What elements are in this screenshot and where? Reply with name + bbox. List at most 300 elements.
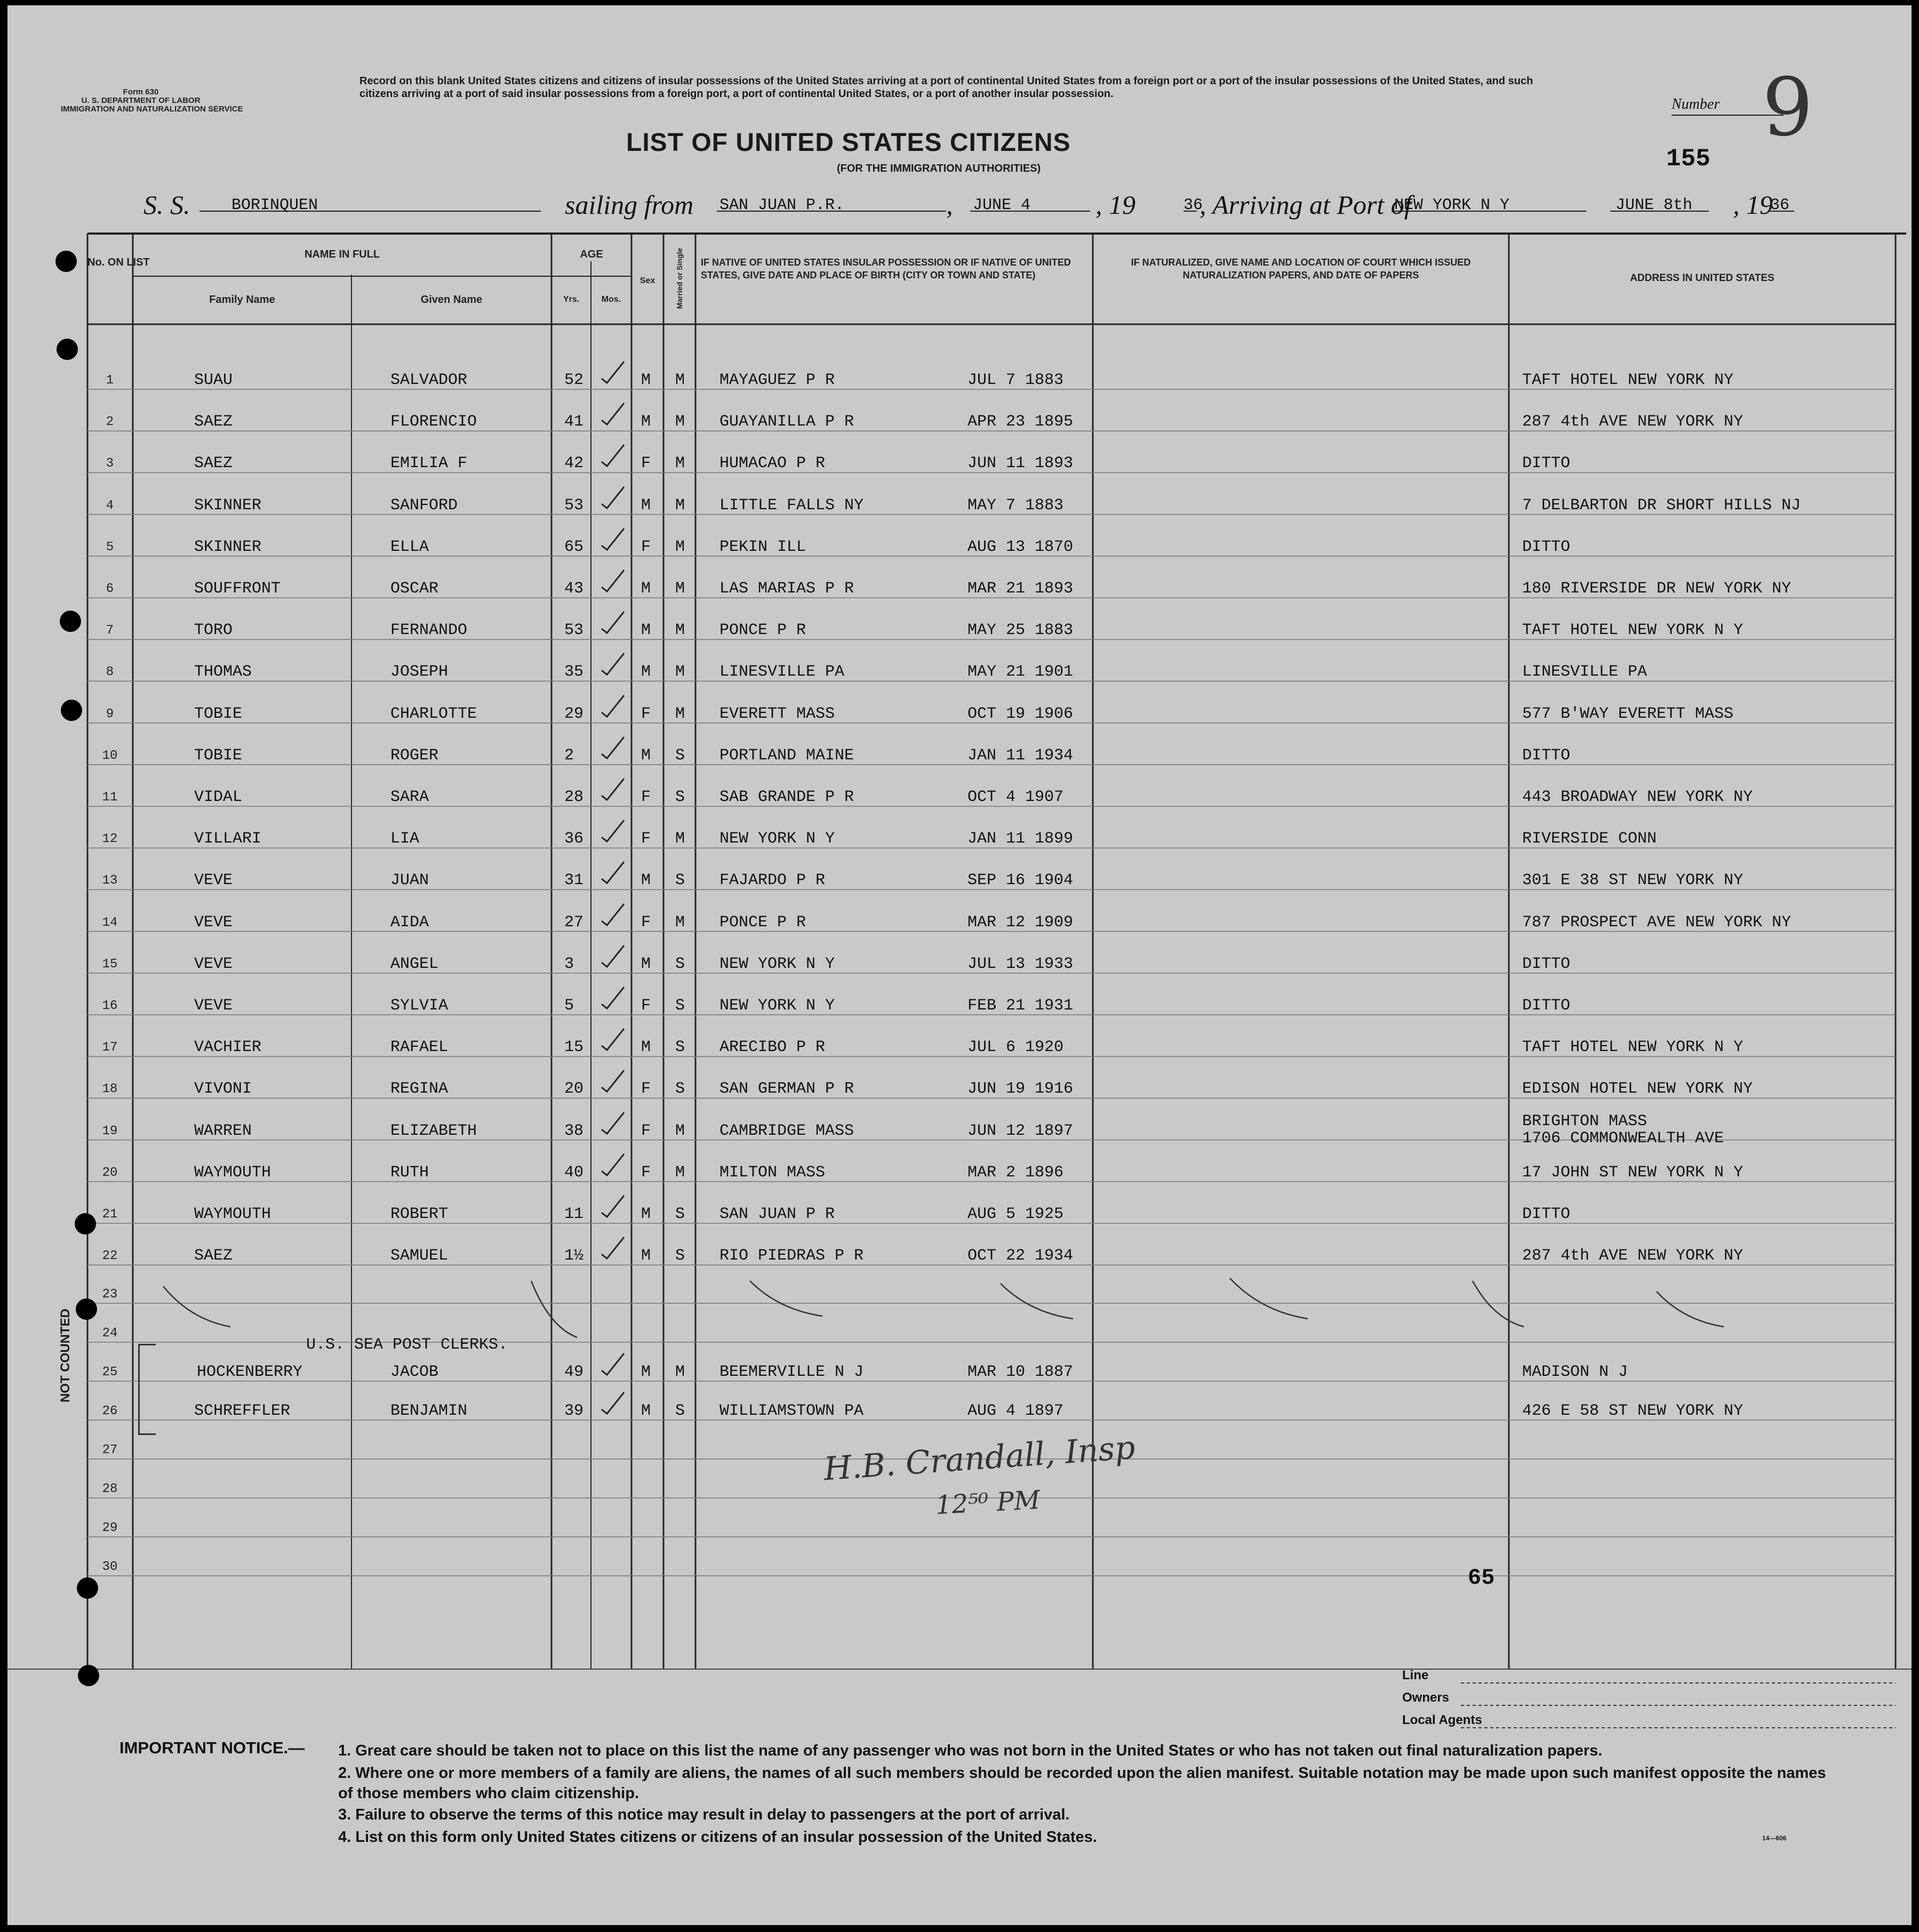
marital-status: S	[675, 871, 685, 890]
family-name: SKINNER	[194, 496, 262, 515]
age-years: 53	[564, 621, 584, 640]
col-no-header: No. ON LIST	[87, 256, 150, 268]
page-count: 155	[1666, 145, 1710, 173]
age-years: 27	[564, 913, 584, 932]
row-number: 27	[102, 1443, 118, 1457]
col-yrs-header: Yrs.	[563, 295, 580, 304]
sex: M	[641, 955, 651, 973]
birth-date: MAR 2 1896	[968, 1163, 1064, 1182]
marital-status: S	[675, 1402, 685, 1420]
family-name: HOCKENBERRY	[197, 1363, 303, 1381]
birth-place: NEW YORK N Y	[719, 830, 835, 848]
year-prefix: , 19	[1733, 190, 1773, 220]
comma: ,	[946, 190, 953, 220]
table-row	[7, 454, 1912, 476]
check-mark-icon	[599, 568, 626, 595]
row-number: 18	[102, 1082, 118, 1097]
row-number: 20	[102, 1165, 118, 1180]
table-row	[7, 1324, 1912, 1345]
row-number: 4	[106, 498, 114, 513]
form-id: Form 630 U. S. DEPARTMENT OF LABOR IMMIGRATION AND NATURALIZATION SERVICE	[61, 87, 243, 114]
table-row	[7, 1558, 1912, 1579]
arrival-date: JUNE 8th	[1616, 196, 1693, 214]
family-name: SKINNER	[194, 538, 262, 556]
notice-item: 4. List on this form only United States citizens or citizens of an insular possession of the United States.	[338, 1829, 1097, 1846]
address: DITTO	[1522, 746, 1571, 765]
check-mark-icon	[599, 1152, 626, 1179]
marital-status: M	[675, 580, 685, 598]
given-name: SAMUEL	[390, 1247, 449, 1265]
sex: M	[641, 621, 651, 640]
address: DITTO	[1522, 1205, 1571, 1223]
marital-status: S	[675, 788, 685, 806]
col-given-header: Given Name	[420, 294, 483, 306]
check-mark-icon	[599, 693, 626, 720]
birth-date: JUL 7 1883	[968, 371, 1064, 389]
table-row	[7, 955, 1912, 976]
age-years: 42	[564, 454, 584, 473]
check-mark-icon	[599, 1110, 626, 1137]
family-name: TOBIE	[194, 704, 243, 723]
sea-post-label: U.S. SEA POST CLERKS.	[306, 1336, 508, 1354]
row-number: 9	[106, 707, 114, 722]
address: 443 BROADWAY NEW YORK NY	[1522, 788, 1753, 806]
birth-date: SEP 16 1904	[968, 871, 1074, 890]
arrival-port: NEW YORK N Y	[1394, 196, 1510, 214]
birth-place: SAN GERMAN P R	[719, 1080, 854, 1099]
row-number: 1	[106, 373, 114, 388]
table-row	[7, 747, 1912, 768]
family-name: VIDAL	[194, 788, 243, 806]
address: TAFT HOTEL NEW YORK N Y	[1522, 621, 1744, 640]
table-row	[7, 1363, 1912, 1384]
marital-status: M	[675, 704, 685, 723]
agents-label: Local Agents	[1402, 1713, 1482, 1727]
birth-date: JUN 12 1897	[968, 1121, 1074, 1140]
address: TAFT HOTEL NEW YORK N Y	[1522, 1038, 1744, 1057]
birth-place: NEW YORK N Y	[719, 955, 835, 973]
birth-date: MAY 21 1901	[968, 663, 1074, 682]
address: DITTO	[1522, 997, 1571, 1015]
birth-date: OCT 4 1907	[968, 788, 1064, 806]
given-name: SANFORD	[390, 496, 458, 515]
table-row	[7, 496, 1912, 518]
sex: M	[641, 1402, 651, 1420]
table-row	[7, 663, 1912, 684]
marital-status: M	[675, 663, 685, 682]
col-family-header: Family Name	[209, 294, 275, 306]
check-mark-icon	[599, 651, 626, 678]
birth-place: LITTLE FALLS NY	[719, 496, 864, 515]
birth-place: GUAYANILLA P R	[719, 413, 854, 431]
family-name: VEVE	[194, 997, 233, 1015]
sex: M	[641, 1038, 651, 1057]
page-title: LIST OF UNITED STATES CITIZENS	[626, 129, 1071, 157]
arrival-year: 36	[1770, 196, 1790, 214]
sex: F	[641, 913, 651, 932]
age-years: 35	[564, 663, 584, 682]
given-name: SYLVIA	[390, 997, 449, 1015]
page-subtitle: (FOR THE IMMIGRATION AUTHORITIES)	[837, 163, 1041, 174]
age-years: 3	[564, 955, 574, 973]
family-name: VACHIER	[194, 1038, 262, 1057]
row-number: 16	[102, 999, 118, 1013]
address: DITTO	[1522, 454, 1571, 473]
table-row	[7, 788, 1912, 809]
row-number: 11	[102, 790, 118, 805]
birth-place: PONCE P R	[719, 621, 806, 640]
given-name: JUAN	[390, 871, 429, 890]
notice-item: 3. Failure to observe the terms of this notice may result in delay to passengers at the port of arrival.	[338, 1806, 1070, 1823]
row-number: 2	[106, 415, 114, 430]
address: 180 RIVERSIDE DR NEW YORK NY	[1522, 580, 1792, 598]
row-number: 26	[102, 1404, 118, 1418]
given-name: SALVADOR	[390, 371, 468, 389]
age-years: 53	[564, 496, 584, 515]
notice-heading: IMPORTANT NOTICE.—	[119, 1738, 305, 1757]
sex: M	[641, 663, 651, 682]
birth-date: JAN 11 1934	[968, 746, 1074, 765]
marital-status: S	[675, 997, 685, 1015]
birth-date: JUN 11 1893	[968, 454, 1074, 473]
table-row	[7, 580, 1912, 601]
birth-place: RIO PIEDRAS P R	[719, 1247, 864, 1265]
marital-status: M	[675, 1363, 685, 1381]
address: DITTO	[1522, 955, 1571, 973]
sex: F	[641, 997, 651, 1015]
birth-place: PONCE P R	[719, 913, 806, 932]
marital-status: M	[675, 454, 685, 473]
arriving-label: , Arriving at Port of	[1200, 190, 1412, 220]
birth-place: FAJARDO P R	[719, 871, 826, 890]
punch-hole	[55, 251, 77, 272]
table-row	[7, 413, 1912, 434]
sex: F	[641, 454, 651, 473]
given-name: SARA	[390, 788, 429, 806]
not-counted-note: NOT COUNTED	[58, 1309, 73, 1402]
birth-place: SAB GRANDE P R	[719, 788, 854, 806]
age-years: 1½	[564, 1247, 584, 1265]
sex: F	[641, 1163, 651, 1182]
address: TAFT HOTEL NEW YORK NY	[1522, 371, 1734, 389]
address: 787 PROSPECT AVE NEW YORK NY	[1522, 913, 1792, 932]
family-name: WAYMOUTH	[194, 1163, 271, 1182]
birth-date: MAR 21 1893	[968, 580, 1074, 598]
sex: M	[641, 1247, 651, 1265]
line-label: Line	[1402, 1668, 1429, 1682]
check-mark-icon	[599, 1390, 626, 1417]
table-row	[7, 913, 1912, 935]
family-name: SOUFFRONT	[194, 580, 281, 598]
col-mos-header: Mos.	[601, 295, 621, 304]
row-number: 14	[102, 915, 118, 930]
given-name: LIA	[390, 830, 420, 848]
manifest-sheet	[7, 5, 1912, 1925]
age-years: 41	[564, 413, 584, 431]
table-row	[7, 1080, 1912, 1101]
departure-date: JUNE 4	[973, 196, 1031, 214]
row-number: 13	[102, 873, 118, 888]
family-name: THOMAS	[194, 663, 252, 682]
check-mark-icon	[599, 860, 626, 886]
birth-date: FEB 21 1931	[968, 997, 1074, 1015]
sheet-number: 9	[1762, 61, 1813, 154]
col-naturalized-header: IF NATURALIZED, GIVE NAME AND LOCATION OF COURT WHICH ISSUED NATURALIZATION PAPERS, AND DATE OF PAPERS	[1131, 257, 1471, 280]
table-row	[7, 1112, 1912, 1148]
row-number: 3	[106, 456, 114, 471]
sex: M	[641, 580, 651, 598]
address: 287 4th AVE NEW YORK NY	[1522, 1247, 1744, 1265]
punch-hole	[57, 339, 78, 360]
sex: M	[641, 413, 651, 431]
table-row	[7, 538, 1912, 559]
given-name: EMILIA F	[390, 454, 468, 473]
marital-status: S	[675, 1038, 685, 1057]
strike-through-icon	[1000, 1282, 1074, 1320]
row-number: 19	[102, 1124, 118, 1139]
sex: F	[641, 830, 651, 848]
ship-name: BORINQUEN	[231, 196, 318, 214]
strike-through-icon	[162, 1285, 231, 1328]
table-row	[7, 1285, 1912, 1306]
address: 301 E 38 ST NEW YORK NY	[1522, 871, 1744, 890]
given-name: REGINA	[390, 1080, 449, 1099]
row-number: 28	[102, 1482, 118, 1496]
family-name: VEVE	[194, 871, 233, 890]
sex: F	[641, 788, 651, 806]
table-row	[7, 1205, 1912, 1226]
row-number: 25	[102, 1365, 118, 1380]
birth-date: AUG 5 1925	[968, 1205, 1064, 1223]
age-years: 36	[564, 830, 584, 848]
col-name-header: NAME IN FULL	[304, 248, 380, 260]
check-mark-icon	[599, 902, 626, 928]
age-years: 5	[564, 997, 574, 1015]
age-years: 15	[564, 1038, 584, 1057]
year-prefix: , 19	[1096, 190, 1136, 220]
check-mark-icon	[599, 735, 626, 761]
address: 577 B'WAY EVERETT MASS	[1522, 704, 1734, 723]
family-name: VILLARI	[194, 830, 262, 848]
given-name: FLORENCIO	[390, 413, 477, 431]
birth-date: AUG 13 1870	[968, 538, 1074, 556]
birth-date: JAN 11 1899	[968, 830, 1074, 848]
col-age-header: AGE	[580, 248, 603, 260]
family-name: SAEZ	[194, 1247, 233, 1265]
birth-place: CAMBRIDGE MASS	[719, 1121, 854, 1140]
birth-place: WILLIAMSTOWN PA	[719, 1402, 864, 1420]
age-years: 39	[564, 1402, 584, 1420]
sex: M	[641, 496, 651, 515]
given-name: ROBERT	[390, 1205, 449, 1223]
birth-place: NEW YORK N Y	[719, 997, 835, 1015]
given-name: JOSEPH	[390, 663, 449, 682]
address: 426 E 58 ST NEW YORK NY	[1522, 1402, 1744, 1420]
address: 7 DELBARTON DR SHORT HILLS NJ	[1522, 496, 1801, 515]
birth-date: AUG 4 1897	[968, 1402, 1064, 1420]
signature-time: 12⁵⁰ PM	[934, 1485, 1041, 1521]
departure-port: SAN JUAN P.R.	[719, 196, 845, 214]
family-name: WAYMOUTH	[194, 1205, 271, 1223]
birth-date: JUL 6 1920	[968, 1038, 1064, 1057]
table-row	[7, 1164, 1912, 1185]
marital-status: M	[675, 371, 685, 389]
birth-date: MAR 12 1909	[968, 913, 1074, 932]
row-number: 22	[102, 1249, 118, 1264]
address: MADISON N J	[1522, 1363, 1628, 1381]
row-number: 12	[102, 832, 118, 847]
family-name: VIVONI	[194, 1080, 252, 1099]
strike-through-icon	[1229, 1277, 1309, 1320]
check-mark-icon	[599, 1351, 626, 1378]
table-row	[7, 1402, 1912, 1423]
age-years: 31	[564, 871, 584, 890]
birth-place: MAYAGUEZ P R	[719, 371, 835, 389]
check-mark-icon	[599, 1068, 626, 1095]
age-years: 49	[564, 1363, 584, 1381]
birth-date: MAY 25 1883	[968, 621, 1074, 640]
number-label: Number	[1672, 96, 1720, 113]
address: 17 JOHN ST NEW YORK N Y	[1522, 1163, 1744, 1182]
check-mark-icon	[599, 818, 626, 845]
check-mark-icon	[599, 401, 626, 428]
birth-date: OCT 22 1934	[968, 1247, 1074, 1265]
family-name: SCHREFFLER	[194, 1402, 291, 1420]
marital-status: M	[675, 621, 685, 640]
marital-status: M	[675, 913, 685, 932]
family-name: SAEZ	[194, 454, 233, 473]
bracket-mark	[138, 1344, 156, 1435]
marital-status: S	[675, 955, 685, 973]
marital-status: S	[675, 1205, 685, 1223]
given-name: FERNANDO	[390, 621, 468, 640]
ss-label: S. S.	[143, 190, 190, 220]
row-number: 21	[102, 1207, 118, 1222]
check-mark-icon	[599, 1235, 626, 1262]
check-mark-icon	[599, 1027, 626, 1053]
birth-place: PEKIN ILL	[719, 538, 806, 556]
sex: M	[641, 1205, 651, 1223]
marital-status: S	[675, 1080, 685, 1099]
table-row	[7, 1038, 1912, 1060]
sex: M	[641, 746, 651, 765]
birth-date: JUL 13 1933	[968, 955, 1074, 973]
row-number: 5	[106, 540, 114, 555]
family-name: SUAU	[194, 371, 233, 389]
birth-place: MILTON MASS	[719, 1163, 826, 1182]
address: BRIGHTON MASS	[1522, 1112, 1648, 1131]
record-instruction: Record on this blank United States citizens and citizens of insular possessions of the United States arriving at a port of continental United States from a foreign port or a port of the insular possessions of the United States, and such citizens arriving at a port of said insular possessions from a foreign port, a port of continental United States, or a port of another insular possession.	[359, 75, 1533, 100]
table-row	[7, 830, 1912, 851]
check-mark-icon	[599, 943, 626, 970]
address: 287 4th AVE NEW YORK NY	[1522, 413, 1744, 431]
sex: F	[641, 704, 651, 723]
birth-place: HUMACAO P R	[719, 454, 826, 473]
check-mark-icon	[599, 526, 626, 553]
punch-hole	[77, 1577, 98, 1599]
col-married-header: Married or Single	[675, 247, 684, 309]
age-years: 29	[564, 704, 584, 723]
sex: F	[641, 1080, 651, 1099]
sex: M	[641, 1363, 651, 1381]
strike-through-icon	[530, 1280, 578, 1338]
row-number: 29	[102, 1521, 118, 1535]
birth-date: APR 23 1895	[968, 413, 1074, 431]
age-years: 40	[564, 1163, 584, 1182]
address: LINESVILLE PA	[1522, 663, 1648, 682]
print-code: 14—606	[1762, 1834, 1787, 1842]
marital-status: S	[675, 1247, 685, 1265]
row-number: 6	[106, 582, 114, 596]
strike-through-icon	[1656, 1290, 1725, 1328]
table-row	[7, 621, 1912, 643]
age-years: 43	[564, 580, 584, 598]
table-row	[7, 705, 1912, 726]
age-years: 28	[564, 788, 584, 806]
given-name: CHARLOTTE	[390, 704, 477, 723]
departure-year: 36	[1184, 196, 1203, 214]
check-mark-icon	[599, 443, 626, 469]
birth-place: BEEMERVILLE N J	[719, 1363, 864, 1381]
inspector-signature: H.B. Crandall, Insp	[822, 1429, 1137, 1488]
check-mark-icon	[599, 985, 626, 1012]
given-name: BENJAMIN	[390, 1402, 468, 1420]
birth-place: ARECIBO P R	[719, 1038, 826, 1057]
check-mark-icon	[599, 359, 626, 386]
given-name: RUTH	[390, 1163, 429, 1182]
sex: F	[641, 538, 651, 556]
family-name: SAEZ	[194, 413, 233, 431]
row-number: 7	[106, 623, 114, 638]
given-name: ANGEL	[390, 955, 439, 973]
given-name: AIDA	[390, 913, 429, 932]
check-mark-icon	[599, 485, 626, 511]
row-number: 10	[102, 748, 118, 763]
col-address-header: ADDRESS IN UNITED STATES	[1630, 272, 1774, 284]
address: EDISON HOTEL NEW YORK NY	[1522, 1080, 1753, 1099]
family-name: TOBIE	[194, 746, 243, 765]
row-number: 30	[102, 1560, 118, 1574]
marital-status: M	[675, 413, 685, 431]
given-name: ROGER	[390, 746, 439, 765]
address: DITTO	[1522, 538, 1571, 556]
owners-label: Owners	[1402, 1690, 1450, 1705]
row-number: 8	[106, 665, 114, 680]
marital-status: M	[675, 1121, 685, 1140]
marital-status: M	[675, 1163, 685, 1182]
birth-date: JUN 19 1916	[968, 1080, 1074, 1099]
family-name: TORO	[194, 621, 233, 640]
given-name: ELLA	[390, 538, 429, 556]
birth-place: LINESVILLE PA	[719, 663, 845, 682]
notice-item: 2. Where one or more members of a family are aliens, the names of all such members should be recorded upon the alien manifest. Suitable notation may be made upon such manifest opposite the names of those members who claim citizenship.	[338, 1765, 1826, 1802]
address-line-2: 1706 COMMONWEALTH AVE	[1522, 1129, 1724, 1148]
strike-through-icon	[749, 1280, 823, 1317]
family-name: WARREN	[194, 1121, 252, 1140]
family-name: VEVE	[194, 913, 233, 932]
birth-date: OCT 19 1906	[968, 704, 1074, 723]
birth-place: LAS MARIAS P R	[719, 580, 854, 598]
marital-status: M	[675, 830, 685, 848]
age-years: 65	[564, 538, 584, 556]
given-name: RAFAEL	[390, 1038, 449, 1057]
table-row	[7, 1247, 1912, 1268]
sex: M	[641, 371, 651, 389]
check-mark-icon	[599, 776, 626, 803]
age-years: 52	[564, 371, 584, 389]
table-row	[7, 997, 1912, 1018]
birth-date: MAY 7 1883	[968, 496, 1064, 515]
